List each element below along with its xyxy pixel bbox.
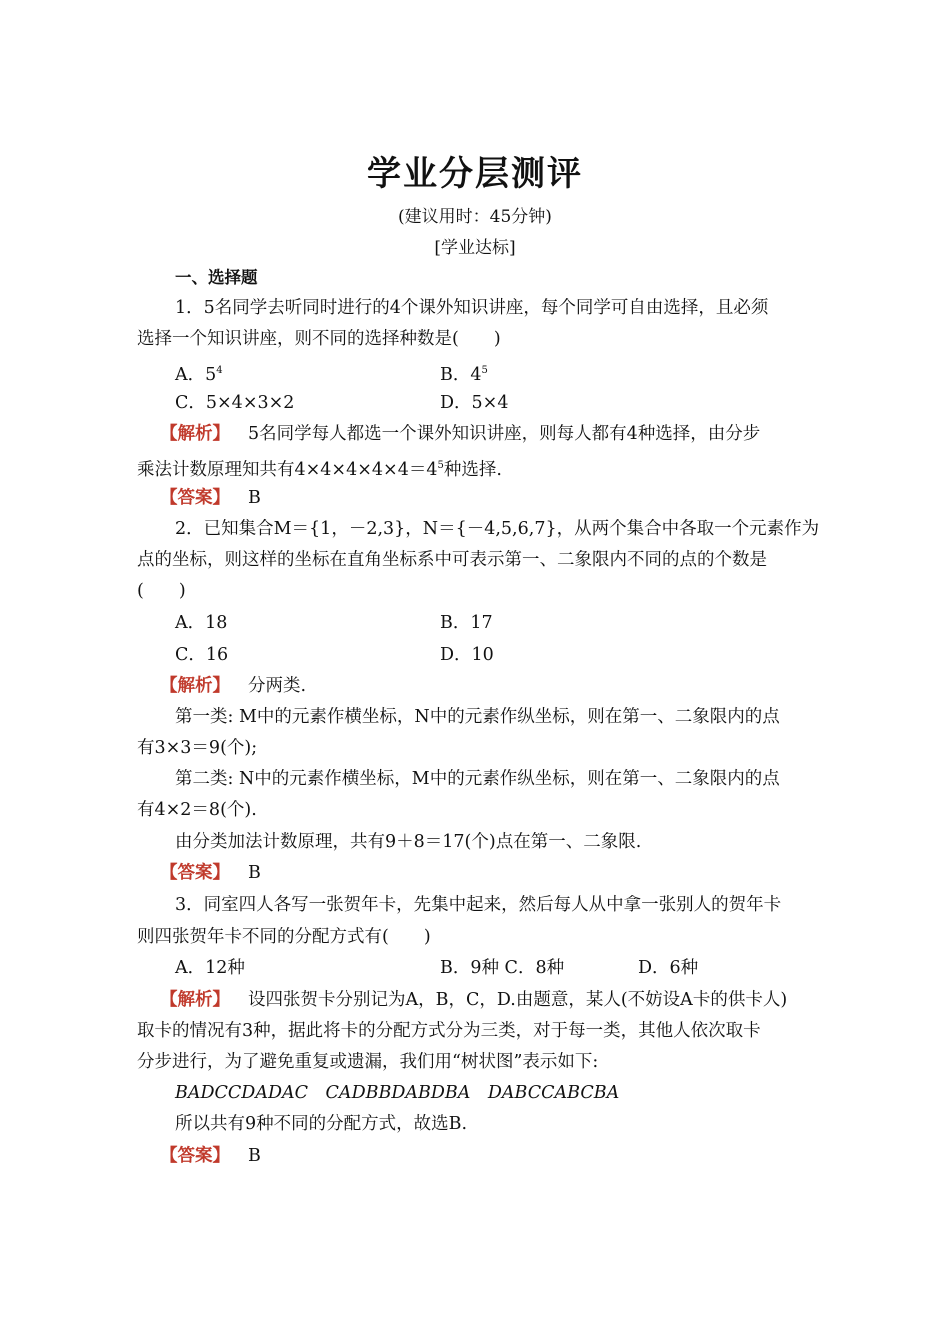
q2-answer: 【答案】 B	[160, 863, 261, 883]
q3-option-d: D．6种	[638, 958, 699, 978]
q2-analysis-intro: 【解析】 分两类.	[160, 676, 307, 696]
q3-option-a: A．12种	[175, 958, 245, 978]
q1-option-d: D．5×4	[440, 393, 509, 413]
section-label: [学业达标]	[434, 238, 516, 258]
q1-analysis-line1: 【解析】 5名同学每人都选一个课外知识讲座，则每人都有4种选择，由分步	[160, 424, 761, 444]
q2-stem-line1: 2．已知集合M＝{1，－2,3}，N＝{－4,5,6,7}，从两个集合中各取一个元素作为	[175, 519, 820, 539]
q2-stem-line2: 点的坐标，则这样的坐标在直角坐标系中可表示第一、二象限内不同的点的个数是	[137, 550, 767, 570]
q2-case1-line1: 第一类: M中的元素作横坐标，N中的元素作纵坐标，则在第一、二象限内的点	[175, 707, 780, 727]
q3-stem-line2: 则四张贺年卡不同的分配方式有( )	[137, 927, 431, 947]
q2-case2-line2: 有4×2＝8(个).	[137, 800, 257, 820]
q2-option-c: C．16	[175, 645, 229, 665]
q2-option-a: A．18	[175, 613, 228, 633]
q3-analysis-line3: 分步进行，为了避免重复或遗漏，我们用“树状图”表示如下:	[137, 1052, 599, 1072]
q3-analysis-line1: 【解析】 设四张贺卡分别记为A，B，C，D.由题意，某人(不妨设A卡的供卡人)	[160, 990, 788, 1010]
page-title: 学业分层测评	[367, 154, 583, 194]
q1-option-b: B．$4^5$	[440, 365, 488, 385]
part-heading: 一、选择题	[175, 268, 258, 287]
q1-answer: 【答案】 B	[160, 488, 261, 508]
q1-option-c: C．5×4×3×2	[175, 393, 295, 413]
q3-analysis-line2: 取卡的情况有3种，据此将卡的分配方式分为三类，对于每一类，其他人依次取卡	[137, 1021, 761, 1041]
q1-option-a: A．$5^4$	[175, 365, 223, 385]
q3-tree-diagram: BADCCDADAC CADBBDABDBA DABCCABCBA	[175, 1083, 620, 1103]
q2-case2-line1: 第二类: N中的元素作横坐标，M中的元素作纵坐标，则在第一、二象限内的点	[175, 769, 780, 789]
q3-conclusion: 所以共有9种不同的分配方式，故选B.	[175, 1114, 468, 1134]
q1-stem-line2: 选择一个知识讲座，则不同的选择种数是( )	[137, 329, 501, 349]
q3-option-bc: B．9种 C．8种	[440, 958, 565, 978]
q3-stem-line1: 3．同室四人各写一张贺年卡，先集中起来，然后每人从中拿一张别人的贺年卡	[175, 895, 782, 915]
q2-option-d: D．10	[440, 645, 494, 665]
q1-analysis-line2: 乘法计数原理知共有$4\times 4\times 4\times 4\times 4=4^5$种选择.	[137, 460, 502, 480]
q2-option-b: B．17	[440, 613, 493, 633]
q2-case1-line2: 有3×3＝9(个);	[137, 738, 258, 758]
q3-answer: 【答案】 B	[160, 1146, 261, 1166]
q2-conclusion: 由分类加法计数原理，共有9＋8＝17(个)点在第一、二象限.	[175, 832, 642, 852]
q2-stem-line3: ( )	[137, 581, 186, 601]
q1-stem-line1: 1．5名同学去听同时进行的4个课外知识讲座，每个同学可自由选择，且必须	[175, 298, 769, 318]
time-suggestion: (建议用时：45分钟)	[398, 207, 552, 227]
